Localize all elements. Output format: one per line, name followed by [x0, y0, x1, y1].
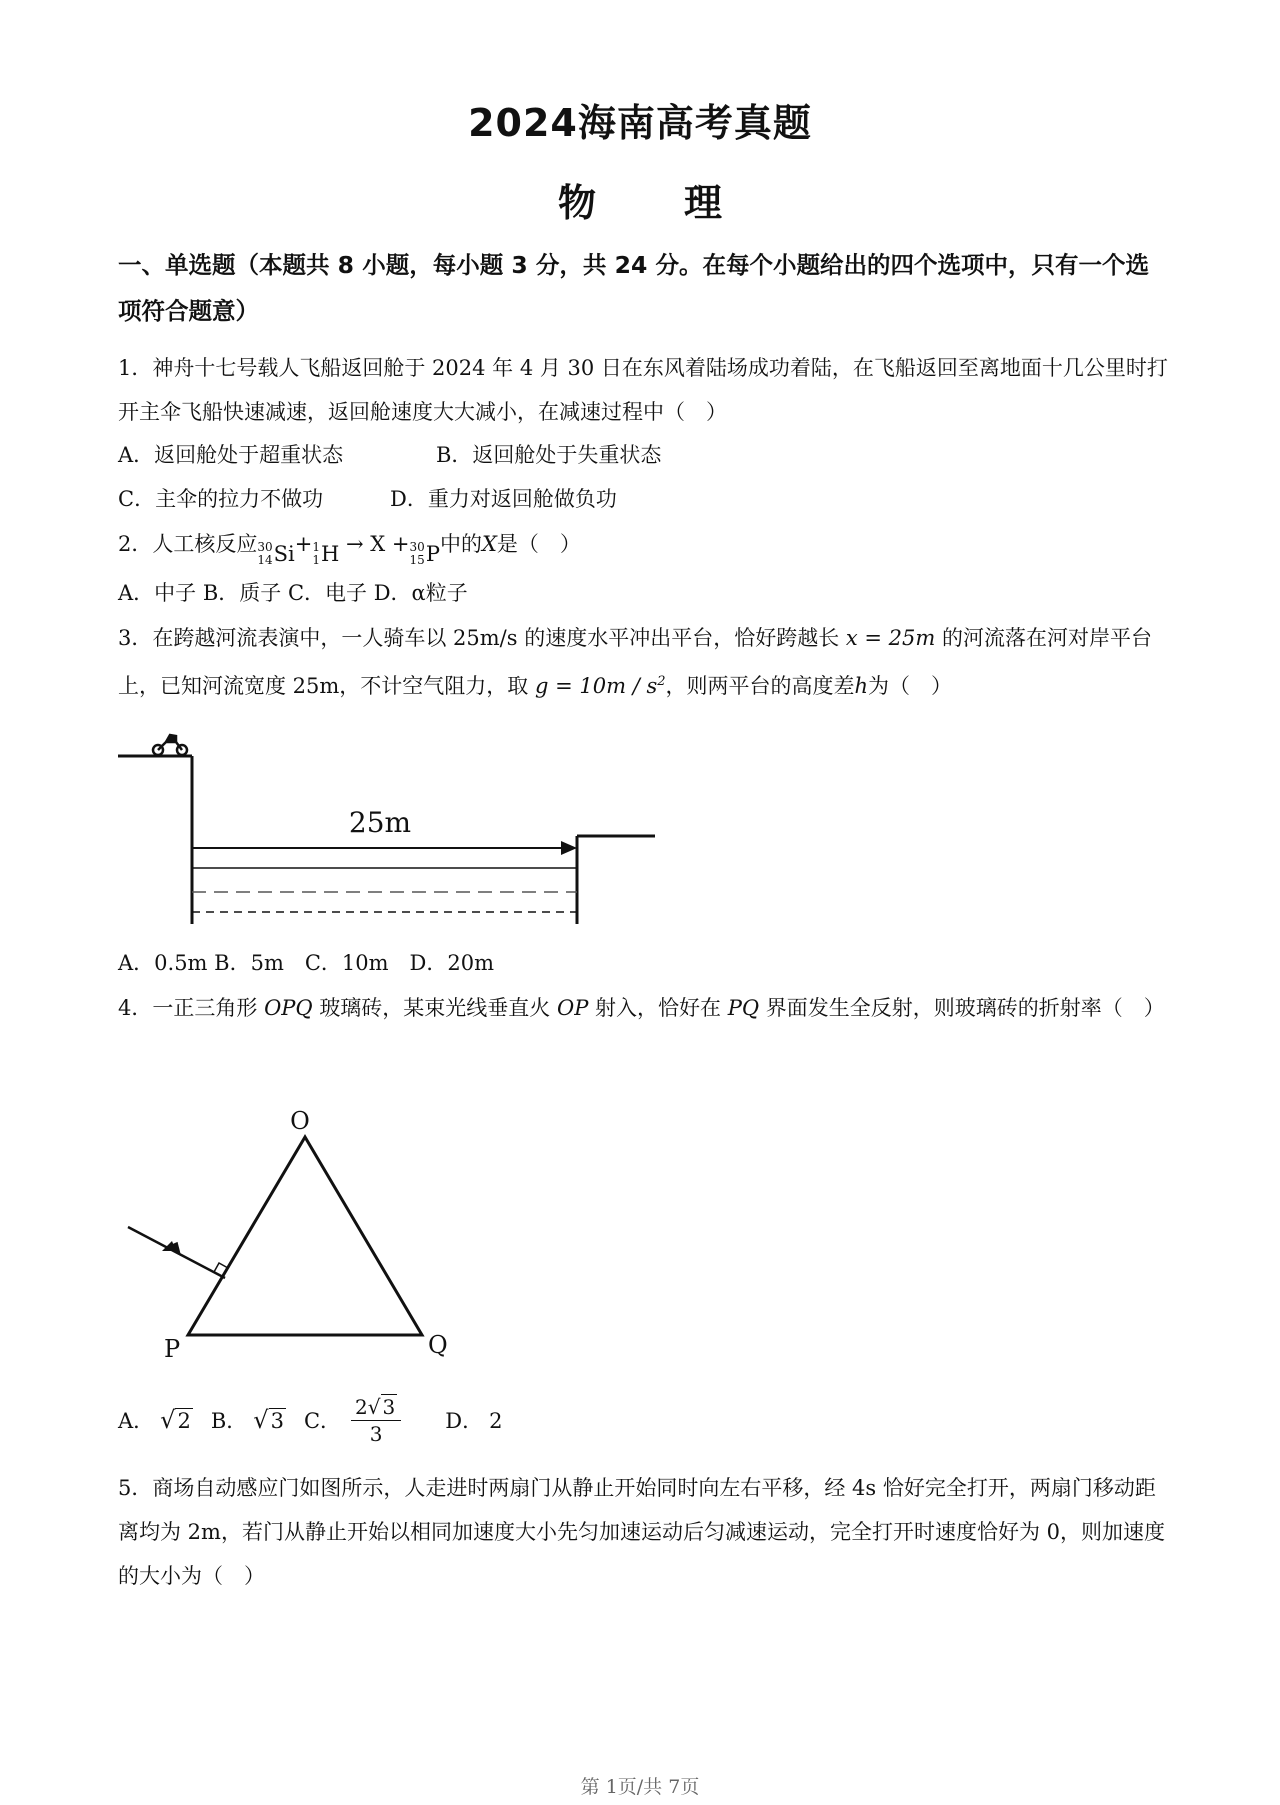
motorcycle-icon	[153, 735, 187, 755]
q4-stem-d: 界面发生全反射，则玻璃砖的折射率（ ）	[765, 996, 1165, 1020]
q3-eq-g-main: g = 10m / s	[535, 674, 658, 698]
q4-option-a-radicand: 2	[177, 1409, 191, 1433]
river-jump-figure	[110, 720, 670, 935]
q4-option-c-fraction	[351, 1394, 401, 1447]
q2-arrow: → X +	[346, 532, 410, 556]
q4-stem-a: 4．一正三角形	[118, 996, 258, 1020]
p-charge: 15	[409, 553, 425, 567]
vertex-q-label: Q	[428, 1331, 448, 1359]
subject-title	[0, 172, 1280, 227]
q4-option-a-label: A．	[118, 1408, 155, 1433]
q4-option-b-value	[253, 1390, 286, 1451]
q4-option-a-value	[160, 1390, 193, 1451]
q3-stem-c: ，则两平台的高度差	[665, 674, 855, 698]
q1-option-a: A．返回舱处于超重状态	[118, 443, 344, 467]
section-heading: 一、单选题（本题共 8 小题，每小题 3 分，共 24 分。在每个小题给出的四个选项中，只有一个选项符合题意）	[118, 251, 1149, 325]
question-1-stem: 1．神舟十七号载人飞船返回舱于 2024 年 4 月 30 日在东风着陆场成功着陆，在飞船返回至离地面十几公里时打开主伞飞船快速减速，返回舱速度大大减小，在减速过程中（ ）	[118, 356, 1168, 424]
light-ray-arrowhead	[165, 1238, 186, 1256]
q2-var-x: X	[481, 532, 497, 556]
h-charge: 1	[312, 553, 321, 567]
subject-char-2: 理	[684, 181, 723, 225]
q3-stem-d: 为（ ）	[868, 674, 953, 698]
q4-stem-b: 玻璃砖，某束光线垂直火	[319, 996, 551, 1020]
h-symbol: H	[321, 542, 340, 566]
p-mass: 30	[409, 540, 425, 554]
page-footer: 第 1页/共 7页	[580, 1776, 700, 1798]
question-1-options-row2	[118, 484, 617, 514]
q4-option-c-coef: 2	[355, 1395, 368, 1419]
distance-arrowhead	[561, 841, 577, 855]
q4-option-b-label: B．	[210, 1408, 248, 1433]
q4-option-c-numerator	[351, 1394, 401, 1421]
distance-label: 25m	[348, 806, 412, 839]
q4-stem-c: 射入，恰好在	[595, 996, 722, 1020]
q3-eq-x: x = 25m	[845, 626, 936, 650]
q3-stem-a: 3．在跨越河流表演中，一人骑车以 25m/s 的速度水平冲出平台，恰好跨越长	[118, 626, 840, 650]
q4-option-d-label: D．	[445, 1408, 484, 1433]
triangle-opq	[188, 1137, 422, 1335]
q4-option-b-radicand: 3	[270, 1409, 284, 1433]
nuclide-si	[257, 532, 294, 576]
q1-option-b: B．返回舱处于失重状态	[436, 443, 662, 467]
question-3-options: A．0.5m B．5m C．10m D．20m	[118, 951, 495, 975]
page-title: 2024海南高考真题	[468, 101, 812, 145]
sqrt-icon: √	[367, 1395, 381, 1419]
q1-option-c: C．主伞的拉力不做功	[118, 487, 324, 511]
q4-var-opq: OPQ	[264, 996, 313, 1020]
q4-option-c-denominator: 3	[369, 1422, 383, 1446]
sqrt-icon: √	[253, 1406, 269, 1434]
q4-option-c-label: C．	[303, 1408, 342, 1433]
q3-eq-g	[535, 674, 666, 698]
nuclide-h	[312, 532, 339, 576]
q3-var-h: h	[854, 674, 869, 698]
q4-var-pq: PQ	[727, 996, 760, 1020]
question-4-stem	[118, 986, 1168, 1030]
h-mass: 1	[312, 540, 321, 554]
vertex-p-label: P	[164, 1335, 181, 1363]
q3-eq-g-sup: 2	[657, 674, 666, 689]
sqrt-icon: √	[160, 1406, 176, 1434]
q2-plus: +	[294, 532, 313, 556]
q2-suffix-a: 中的	[439, 532, 482, 556]
triangle-figure	[110, 1095, 490, 1365]
q3-stem-b: 的河流落在河对岸平台上，已知河流宽度 25m，不计空气阻力，取	[118, 626, 1153, 698]
question-5-stem: 5．商场自动感应门如图所示，人走进时两扇门从静止开始同时向左右平移，经 4s 恰好完全打开，两扇门移动距离均为 2m，若门从静止开始以相同加速度大小先匀加速运动后匀减速运动，完全打开时速度恰好为 0，则加速度的大小为（ ）	[118, 1476, 1165, 1588]
p-symbol: P	[425, 542, 440, 566]
q4-var-op: OP	[557, 996, 589, 1020]
question-4-options	[118, 1390, 502, 1451]
vertex-o-label: O	[290, 1107, 310, 1135]
question-2-options: A．中子 B．质子 C．电子 D．α粒子	[118, 581, 468, 605]
question-1-options-row1	[118, 440, 661, 470]
q2-prefix: 2．人工核反应	[118, 532, 258, 556]
question-3-stem	[118, 616, 1168, 708]
q4-option-c-radicand: 3	[382, 1395, 396, 1419]
q2-suffix-b: 是（ ）	[496, 532, 581, 556]
q4-option-d-value: 2	[489, 1408, 503, 1433]
nuclide-p	[410, 532, 440, 576]
si-mass: 30	[257, 540, 273, 554]
si-charge: 14	[257, 553, 273, 567]
q1-option-d: D．重力对返回舱做负功	[390, 487, 617, 511]
si-symbol: Si	[273, 542, 295, 566]
subject-char-1: 物	[557, 181, 596, 225]
question-2-stem	[118, 522, 1168, 576]
